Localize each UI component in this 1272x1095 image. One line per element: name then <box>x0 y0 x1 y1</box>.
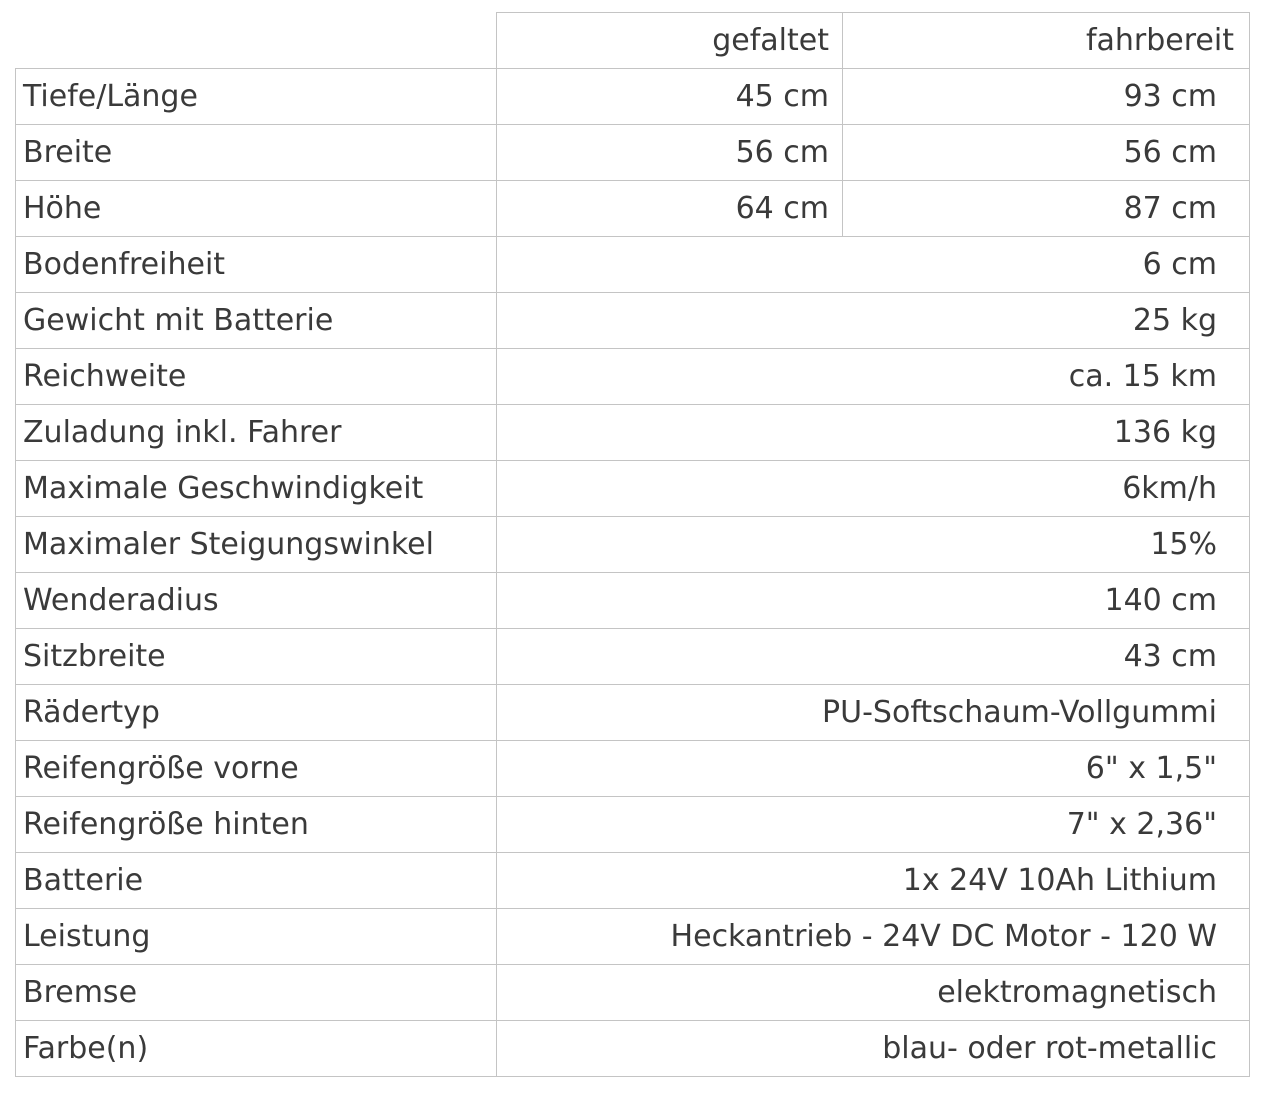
row-value: 6km/h <box>497 461 1250 517</box>
row-value: 43 cm <box>497 629 1250 685</box>
row-label: Tiefe/Länge <box>16 69 497 125</box>
row-label: Bremse <box>16 965 497 1021</box>
row-value-ready: 93 cm <box>843 69 1250 125</box>
row-label: Bodenfreiheit <box>16 237 497 293</box>
row-value: PU-Softschaum-Vollgummi <box>497 685 1250 741</box>
row-value: ca. 15 km <box>497 349 1250 405</box>
row-value: 136 kg <box>497 405 1250 461</box>
table-row <box>16 965 1250 1021</box>
table-row <box>16 517 1250 573</box>
table-row <box>16 293 1250 349</box>
row-label: Farbe(n) <box>16 1021 497 1077</box>
row-label: Wenderadius <box>16 573 497 629</box>
table-header-row <box>16 13 1250 69</box>
row-label: Reifengröße hinten <box>16 797 497 853</box>
row-label: Breite <box>16 125 497 181</box>
row-value: 6 cm <box>497 237 1250 293</box>
row-label: Rädertyp <box>16 685 497 741</box>
header-ready: fahrbereit <box>843 13 1250 69</box>
row-value: elektromagnetisch <box>497 965 1250 1021</box>
spec-table <box>15 12 1250 1077</box>
table-row <box>16 573 1250 629</box>
row-label: Maximaler Steigungswinkel <box>16 517 497 573</box>
row-value: 15% <box>497 517 1250 573</box>
table-row <box>16 629 1250 685</box>
table-row <box>16 237 1250 293</box>
row-value: 25 kg <box>497 293 1250 349</box>
row-value: 6" x 1,5" <box>497 741 1250 797</box>
row-value-folded: 64 cm <box>497 181 843 237</box>
row-value-ready: 56 cm <box>843 125 1250 181</box>
row-label: Reichweite <box>16 349 497 405</box>
table-row <box>16 181 1250 237</box>
header-corner-cell <box>16 13 497 69</box>
table-row <box>16 685 1250 741</box>
table-row <box>16 797 1250 853</box>
row-label: Sitzbreite <box>16 629 497 685</box>
header-folded: gefaltet <box>497 13 843 69</box>
row-value: 140 cm <box>497 573 1250 629</box>
row-label: Gewicht mit Batterie <box>16 293 497 349</box>
row-label: Zuladung inkl. Fahrer <box>16 405 497 461</box>
table-row <box>16 1021 1250 1077</box>
row-value: 7" x 2,36" <box>497 797 1250 853</box>
row-label: Maximale Geschwindigkeit <box>16 461 497 517</box>
table-row <box>16 461 1250 517</box>
row-value-folded: 45 cm <box>497 69 843 125</box>
row-label: Batterie <box>16 853 497 909</box>
row-label: Leistung <box>16 909 497 965</box>
row-value-folded: 56 cm <box>497 125 843 181</box>
table-row <box>16 125 1250 181</box>
row-value: 1x 24V 10Ah Lithium <box>497 853 1250 909</box>
row-value: Heckantrieb - 24V DC Motor - 120 W <box>497 909 1250 965</box>
table-row <box>16 853 1250 909</box>
table-row <box>16 405 1250 461</box>
table-row <box>16 909 1250 965</box>
table-row <box>16 741 1250 797</box>
table-row <box>16 349 1250 405</box>
row-value: blau- oder rot-metallic <box>497 1021 1250 1077</box>
table-row <box>16 69 1250 125</box>
row-label: Reifengröße vorne <box>16 741 497 797</box>
row-value-ready: 87 cm <box>843 181 1250 237</box>
row-label: Höhe <box>16 181 497 237</box>
